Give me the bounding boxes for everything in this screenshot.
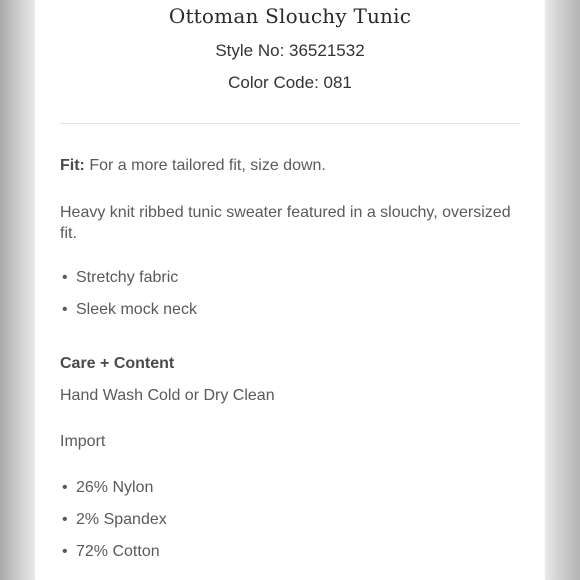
- bullet-icon: •: [62, 511, 68, 528]
- feature-text: Stretchy fabric: [76, 269, 179, 286]
- list-item: [62, 477, 167, 509]
- product-details-panel: [36, 0, 544, 580]
- list-item: [62, 509, 167, 541]
- bullet-icon: •: [62, 479, 68, 496]
- material-text: 26% Nylon: [76, 479, 154, 496]
- list-item: [62, 541, 167, 573]
- care-instructions: Hand Wash Cold or Dry Clean: [60, 387, 275, 404]
- feature-text: Sleek mock neck: [76, 301, 197, 318]
- product-title: Ottoman Slouchy Tunic: [168, 4, 412, 28]
- bullet-icon: •: [62, 543, 68, 560]
- material-text: 72% Cotton: [76, 543, 160, 560]
- materials-list: [62, 477, 167, 573]
- product-description: Heavy knit ribbed tunic sweater featured in a slouchy, oversized fit.: [60, 204, 511, 242]
- origin-text: Import: [60, 433, 106, 450]
- material-text: 2% Spandex: [76, 511, 167, 528]
- bullet-icon: •: [62, 269, 68, 286]
- fit-text: For a more tailored fit, size down.: [84, 157, 326, 174]
- fit-note: [60, 155, 520, 176]
- list-item: [62, 267, 197, 299]
- care-content-heading: Care + Content: [60, 355, 175, 372]
- fit-label: Fit:: [60, 157, 85, 174]
- color-code: Color Code: 081: [228, 73, 352, 92]
- feature-list: [62, 267, 197, 331]
- bullet-icon: •: [62, 301, 68, 318]
- style-number: Style No: 36521532: [215, 41, 365, 60]
- header-divider: [60, 123, 520, 124]
- list-item: [62, 299, 197, 331]
